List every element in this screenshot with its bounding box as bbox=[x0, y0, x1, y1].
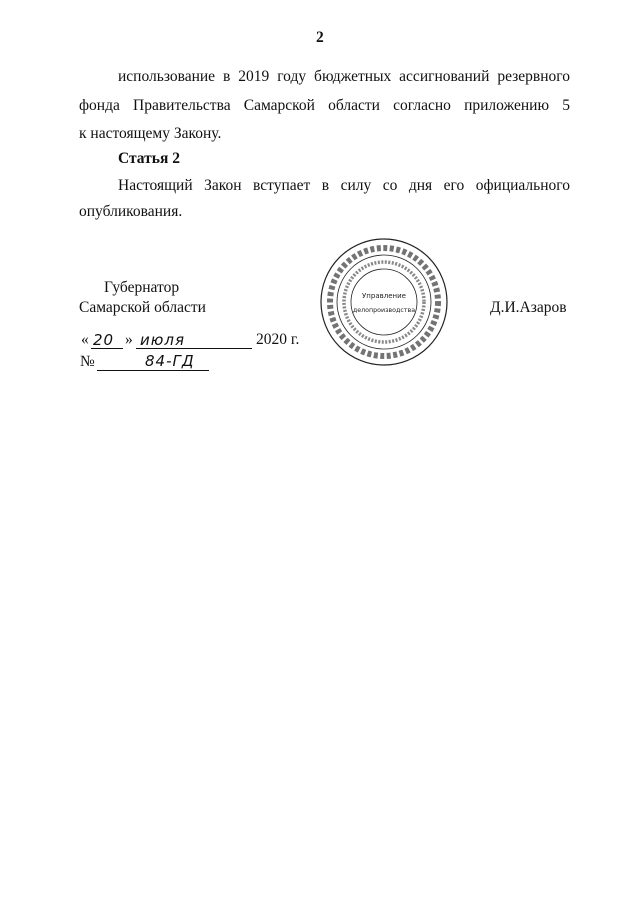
stamp-outer-lettering bbox=[330, 248, 438, 356]
date-month-underline bbox=[136, 348, 252, 349]
paragraph2-line2: опубликования. bbox=[79, 203, 183, 220]
paragraph1-line2: фонда Правительства Самарской области согласно приложению 5 bbox=[79, 97, 570, 114]
paragraph1-line3: к настоящему Закону. bbox=[79, 125, 222, 142]
signature-title-line2: Самарской области bbox=[79, 299, 206, 316]
number-label: № bbox=[80, 353, 95, 370]
signature-name: Д.И.Азаров bbox=[490, 299, 567, 316]
stamp-inner-lettering bbox=[344, 262, 424, 342]
signature-title-line1: Губернатор bbox=[104, 279, 180, 296]
paragraph1-line1: использование в 2019 году бюджетных ассигнований резервного bbox=[118, 68, 570, 85]
date-month: июля bbox=[140, 331, 185, 349]
number-underline bbox=[97, 370, 209, 371]
date-day: 20 bbox=[93, 331, 115, 349]
date-open-quote: « bbox=[81, 331, 89, 348]
date-day-underline bbox=[91, 348, 123, 349]
official-stamp bbox=[318, 236, 450, 368]
date-close-quote: » bbox=[125, 331, 133, 348]
page-number: 2 bbox=[316, 29, 324, 46]
stamp-center-line2: делопроизводства bbox=[352, 307, 416, 314]
stamp-center-line1: Управление bbox=[362, 292, 406, 300]
date-year: 2020 г. bbox=[256, 331, 300, 348]
number-value: 84-ГД bbox=[145, 352, 195, 370]
paragraph2-line1: Настоящий Закон вступает в силу со дня его официального bbox=[118, 177, 570, 194]
article-heading: Статья 2 bbox=[118, 150, 180, 167]
